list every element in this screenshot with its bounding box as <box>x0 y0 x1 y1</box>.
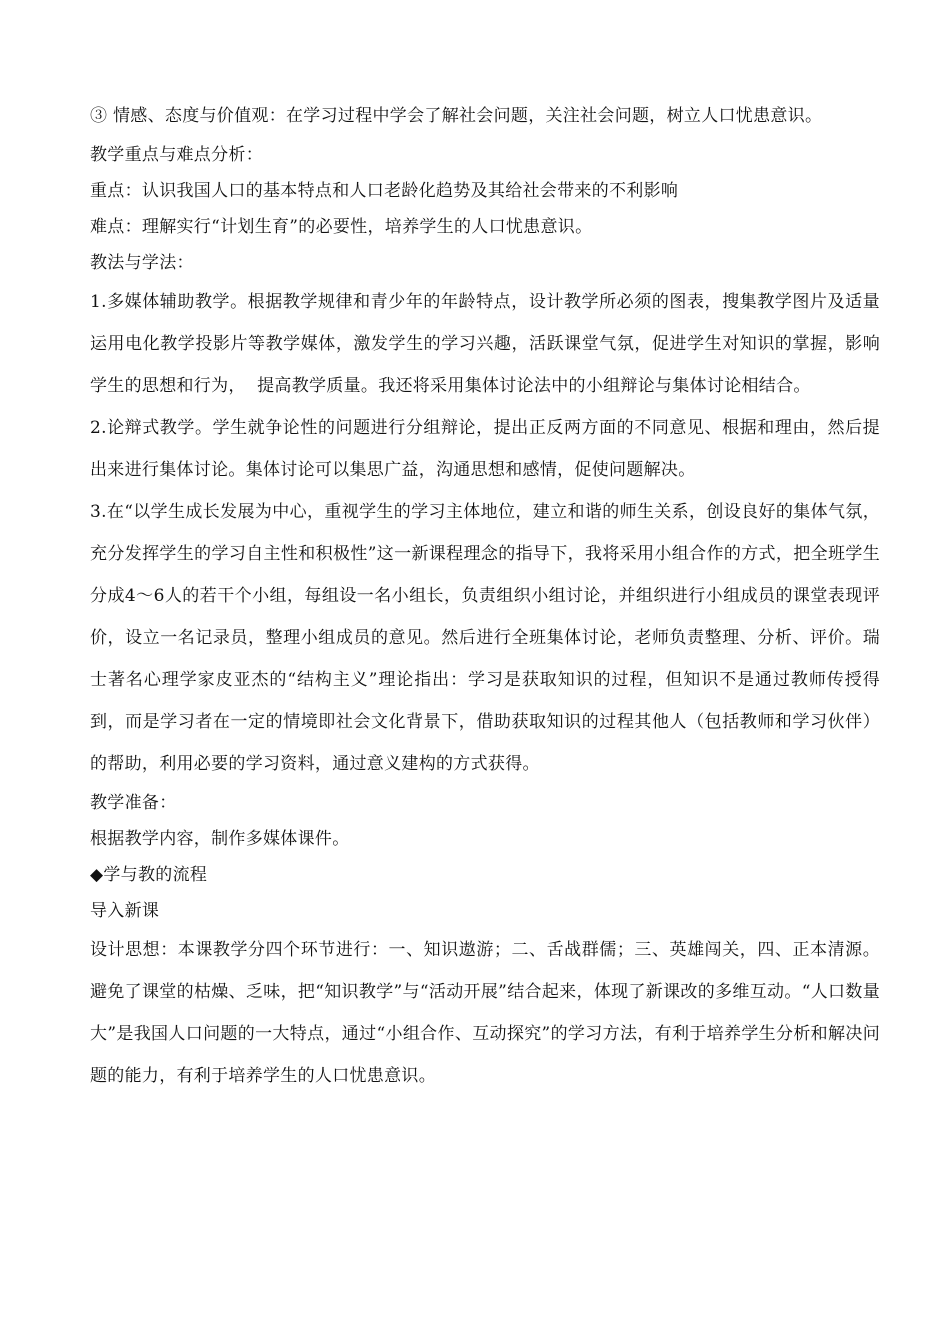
heading-teaching-preparation: 教学准备： <box>90 793 177 813</box>
paragraph-method-1: 1.多媒体辅助教学。根据教学规律和青少年的年龄特点，设计教学所必须的图表，搜集教学图片及适量运用电化教学投影片等教学媒体，激发学生的学习兴趣，活跃课堂气氛，促进学生对知识的掌握，影响学生的思想和行为， 提高教学质量。我还将采用集体讨论法中的小组辩论与集体讨论相结合。 <box>90 292 880 396</box>
heading-learning-flow: ◆学与教的流程 <box>90 865 208 885</box>
paragraph-preparation: 根据教学内容，制作多媒体课件。 <box>90 829 350 849</box>
paragraph-key-point: 重点：认识我国人口的基本特点和人口老龄化趋势及其给社会带来的不利影响 <box>90 181 679 201</box>
paragraph-difficult-point: 难点：理解实行“计划生育”的必要性，培养学生的人口忧患意识。 <box>90 217 593 237</box>
heading-teaching-methods: 教法与学法： <box>90 253 194 273</box>
paragraph-design-idea: 设计思想：本课教学分四个环节进行：一、知识遨游；二、舌战群儒；三、英雄闯关，四、正本清源。避免了课堂的枯燥、乏味，把“知识教学”与“活动开展”结合起来，体现了新课改的多维互动。“人口数量大”是我国人口问题的一大特点，通过“小组合作、互动探究”的学习方法，有利于培养学生分析和解决问题的能力，有利于培养学生的人口忧患意识。 <box>90 940 880 1086</box>
heading-lesson-intro: 导入新课 <box>90 901 160 921</box>
paragraph-values-goal: ③ 情感、态度与价值观：在学习过程中学会了解社会问题，关注社会问题，树立人口忧患意识。 <box>90 106 823 126</box>
heading-key-difficult-points: 教学重点与难点分析： <box>90 145 263 165</box>
paragraph-method-3: 3.在“以学生成长发展为中心，重视学生的学习主体地位，建立和谐的师生关系，创设良好的集体气氛，充分发挥学生的学习自主性和积极性”这一新课程理念的指导下，我将采用小组合作的方式，把全班学生分成4～6人的若干个小组，每组设一名小组长，负责组织小组讨论，并组织进行小组成员的课堂表现评价，设立一名记录员，整理小组成员的意见。然后进行全班集体讨论，老师负责整理、分析、评价。瑞士著名心理学家皮亚杰的“结构主义”理论指出：学习是获取知识的过程，但知识不是通过教师传授得到，而是学习者在一定的情境即社会文化背景下，借助获取知识的过程其他人（包括教师和学习伙伴）的帮助，利用必要的学习资料，通过意义建构的方式获得。 <box>90 502 880 774</box>
paragraph-method-2: 2.论辩式教学。学生就争论性的问题进行分组辩论，提出正反两方面的不同意见、根据和理由，然后提出来进行集体讨论。集体讨论可以集思广益，沟通思想和感情，促使问题解决。 <box>90 418 880 480</box>
